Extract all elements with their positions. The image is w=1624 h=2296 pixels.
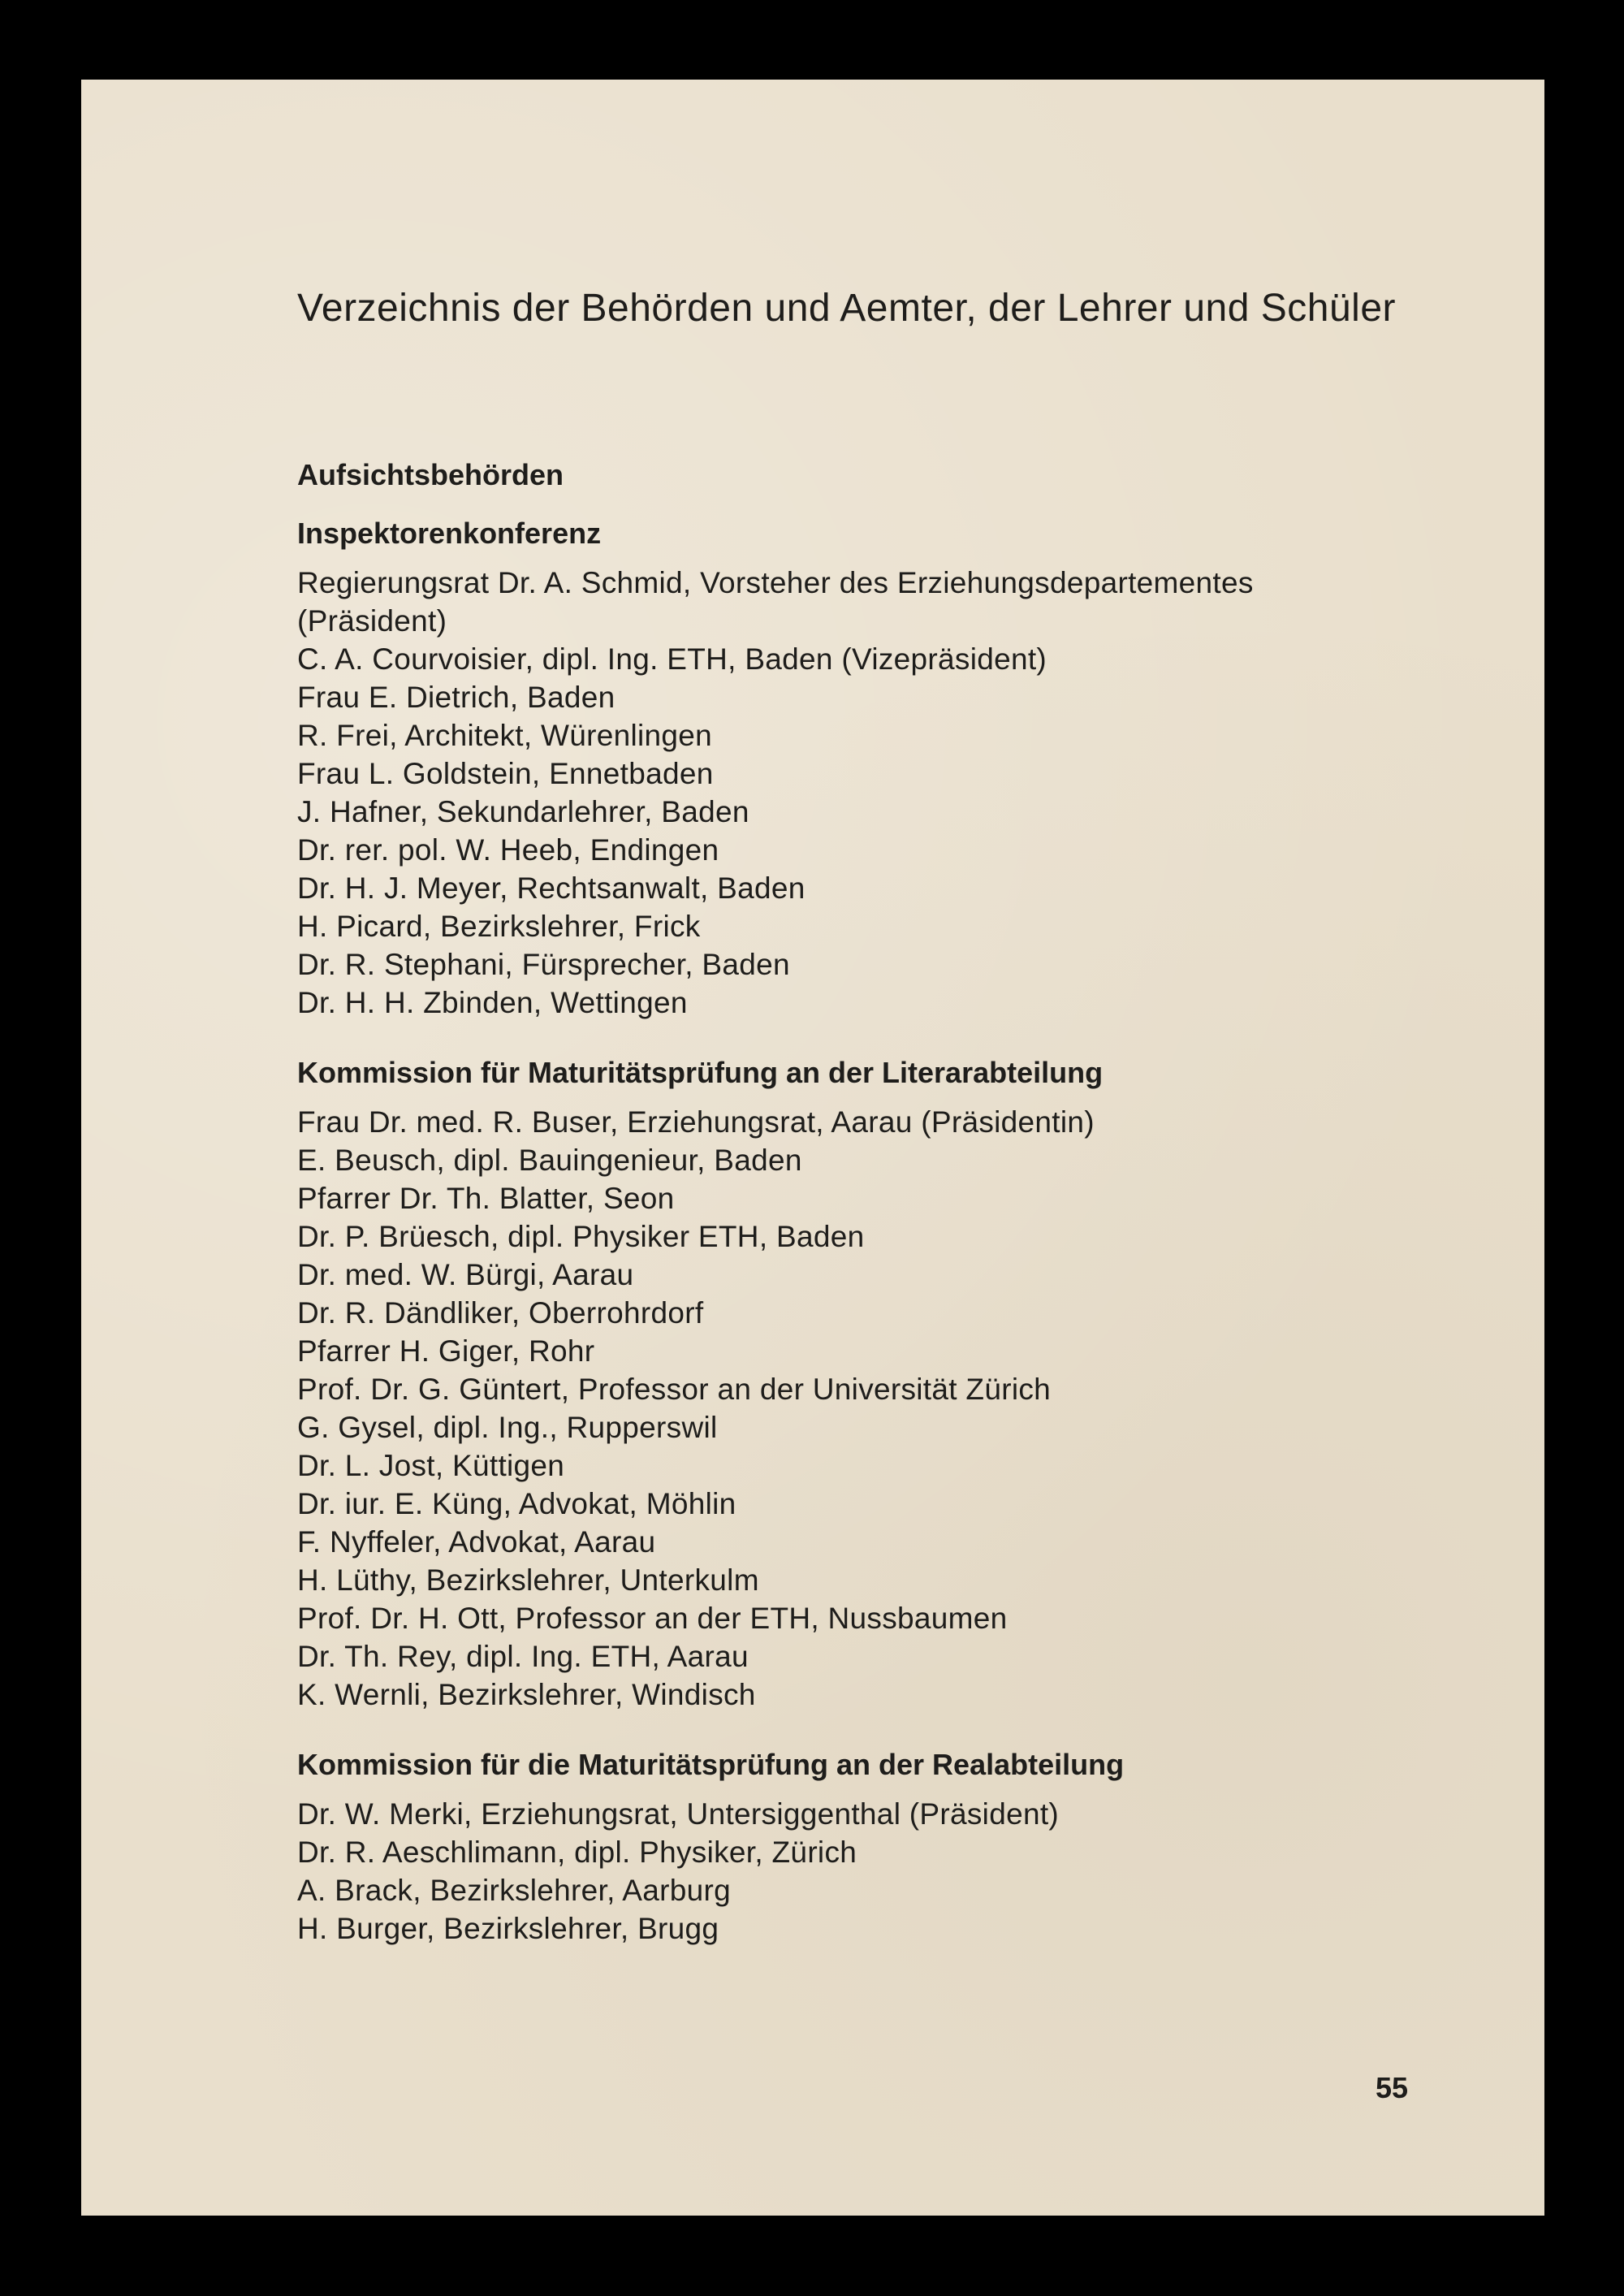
page-number: 55 <box>1375 2071 1408 2104</box>
list-item: C. A. Courvoisier, dipl. Ing. ETH, Baden (Vizepräsident) <box>297 642 1047 676</box>
section-heading: Kommission für die Maturitätsprüfung an der Realabteilung <box>297 1748 1125 1781</box>
list-item: Dr. W. Merki, Erziehungsrat, Untersiggenthal (Präsident) <box>297 1797 1060 1831</box>
list-item: Dr. rer. pol. W. Heeb, Endingen <box>297 833 719 867</box>
list-item: Dr. H. J. Meyer, Rechtsanwalt, Baden <box>297 871 806 905</box>
list-item: Frau L. Goldstein, Ennetbaden <box>297 757 714 790</box>
list-item: (Präsident) <box>297 604 447 638</box>
section-inspektorenkonferenz <box>297 515 1499 1022</box>
list-item: J. Hafner, Sekundarlehrer, Baden <box>297 795 749 828</box>
list-item: F. Nyffeler, Advokat, Aarau <box>297 1525 656 1559</box>
list-item: Dr. R. Dändliker, Oberrohrdorf <box>297 1296 704 1330</box>
list-item: K. Wernli, Bezirkslehrer, Windisch <box>297 1678 756 1711</box>
list-item: Dr. R. Stephani, Fürsprecher, Baden <box>297 948 790 981</box>
list-item: Dr. Th. Rey, dipl. Ing. ETH, Aarau <box>297 1640 749 1673</box>
document-title: Verzeichnis der Behörden und Aemter, der Lehrer und Schüler <box>297 287 1396 330</box>
document-page <box>81 80 1544 2216</box>
entry-list <box>297 1103 1499 1714</box>
section-realabteilung <box>297 1746 1499 1948</box>
list-item: Regierungsrat Dr. A. Schmid, Vorsteher des Erziehungsdepartementes <box>297 566 1254 599</box>
list-item: Dr. L. Jost, Küttigen <box>297 1449 565 1482</box>
list-item: R. Frei, Architekt, Würenlingen <box>297 719 713 752</box>
list-item: Pfarrer Dr. Th. Blatter, Seon <box>297 1182 675 1215</box>
page-content <box>297 283 1499 1948</box>
list-item: Pfarrer H. Giger, Rohr <box>297 1334 595 1368</box>
list-item: E. Beusch, dipl. Bauingenieur, Baden <box>297 1144 802 1177</box>
list-item: H. Burger, Bezirkslehrer, Brugg <box>297 1912 719 1945</box>
list-item: Dr. P. Brüesch, dipl. Physiker ETH, Baden <box>297 1220 865 1253</box>
list-item: Frau E. Dietrich, Baden <box>297 681 615 714</box>
list-item: H. Lüthy, Bezirkslehrer, Unterkulm <box>297 1563 759 1597</box>
list-item: Dr. R. Aeschlimann, dipl. Physiker, Zürich <box>297 1836 857 1869</box>
main-section-heading: Aufsichtsbehörden <box>297 458 564 491</box>
section-heading: Inspektorenkonferenz <box>297 517 602 550</box>
list-item: H. Picard, Bezirkslehrer, Frick <box>297 910 701 943</box>
list-item: Dr. med. W. Bürgi, Aarau <box>297 1258 634 1291</box>
list-item: Prof. Dr. H. Ott, Professor an der ETH, Nussbaumen <box>297 1602 1008 1635</box>
list-item: G. Gysel, dipl. Ing., Rupperswil <box>297 1411 718 1444</box>
entry-list <box>297 564 1499 1022</box>
list-item: Frau Dr. med. R. Buser, Erziehungsrat, Aarau (Präsidentin) <box>297 1105 1095 1139</box>
list-item: A. Brack, Bezirkslehrer, Aarburg <box>297 1874 731 1907</box>
list-item: Dr. H. H. Zbinden, Wettingen <box>297 986 688 1019</box>
section-literarabteilung <box>297 1054 1499 1714</box>
section-heading: Kommission für Maturitätsprüfung an der Literarabteilung <box>297 1056 1104 1089</box>
list-item: Dr. iur. E. Küng, Advokat, Möhlin <box>297 1487 736 1520</box>
list-item: Prof. Dr. G. Güntert, Professor an der Universität Zürich <box>297 1373 1052 1406</box>
entry-list <box>297 1795 1499 1948</box>
